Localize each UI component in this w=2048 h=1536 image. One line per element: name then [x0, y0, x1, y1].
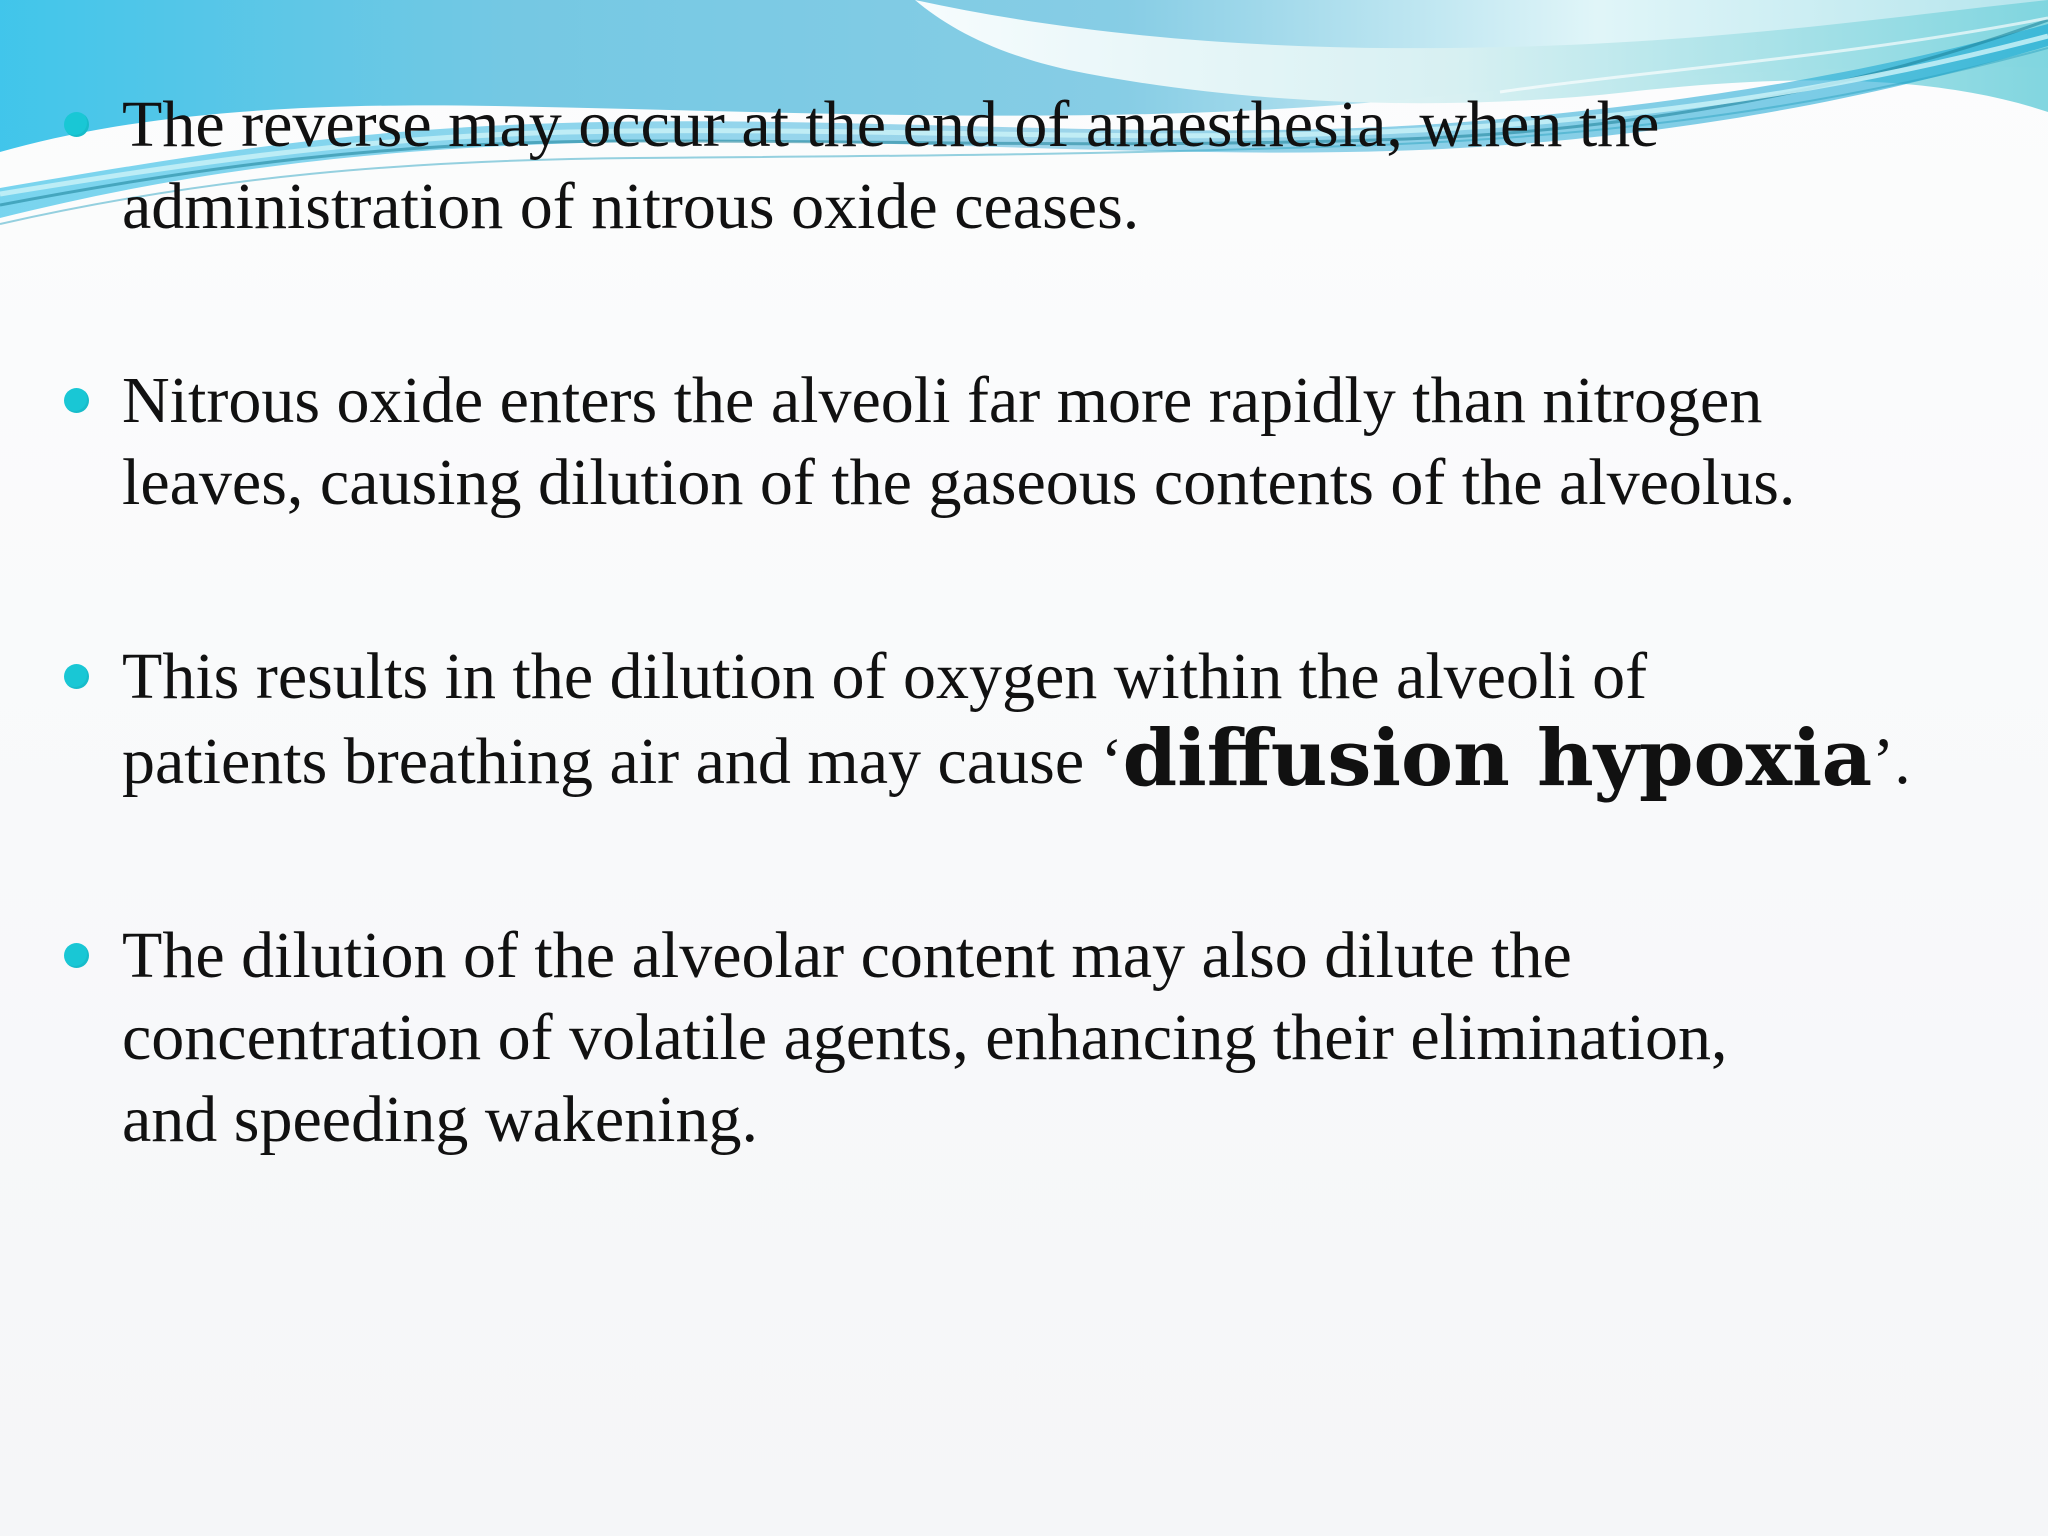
bullet-text: [122, 636, 1994, 803]
text-fragment: ’.: [1872, 725, 1911, 798]
text-line: concentration of volatile agents, enhancing their elimination,: [122, 1001, 1728, 1074]
bullet-diffusion-hypoxia: [64, 636, 1994, 803]
bullet-alveolar-dilution: [64, 360, 1994, 524]
bullet-list: [64, 84, 1994, 1161]
text-fragment: patients breathing air and may cause ‘: [122, 725, 1123, 798]
bullet-point-icon: [64, 664, 89, 689]
text-line: and speeding wakening.: [122, 1083, 758, 1156]
text-line: administration of nitrous oxide ceases.: [122, 170, 1140, 243]
bullet-point-icon: [64, 388, 89, 413]
text-line: This results in the dilution of oxygen within the alveoli of: [122, 640, 1648, 713]
text-line: The dilution of the alveolar content may also dilute the: [122, 919, 1572, 992]
bullet-nitrous-oxide-reverse: [64, 84, 1994, 248]
bullet-text: [122, 360, 1994, 524]
text-line-with-emphasis: [122, 713, 1994, 804]
bullet-text: [122, 84, 1994, 248]
text-line: Nitrous oxide enters the alveoli far more rapidly than nitrogen: [122, 364, 1763, 437]
bullet-point-icon: [64, 943, 89, 968]
diffusion-hypoxia-emphasis: diffusion hypoxia: [1122, 713, 1873, 804]
bullet-text: [122, 915, 1994, 1161]
bullet-point-icon: [64, 112, 89, 137]
text-line: leaves, causing dilution of the gaseous contents of the alveolus.: [122, 446, 1796, 519]
text-line: The reverse may occur at the end of anaesthesia, when the: [122, 88, 1660, 161]
bullet-volatile-agent-elimination: [64, 915, 1994, 1161]
